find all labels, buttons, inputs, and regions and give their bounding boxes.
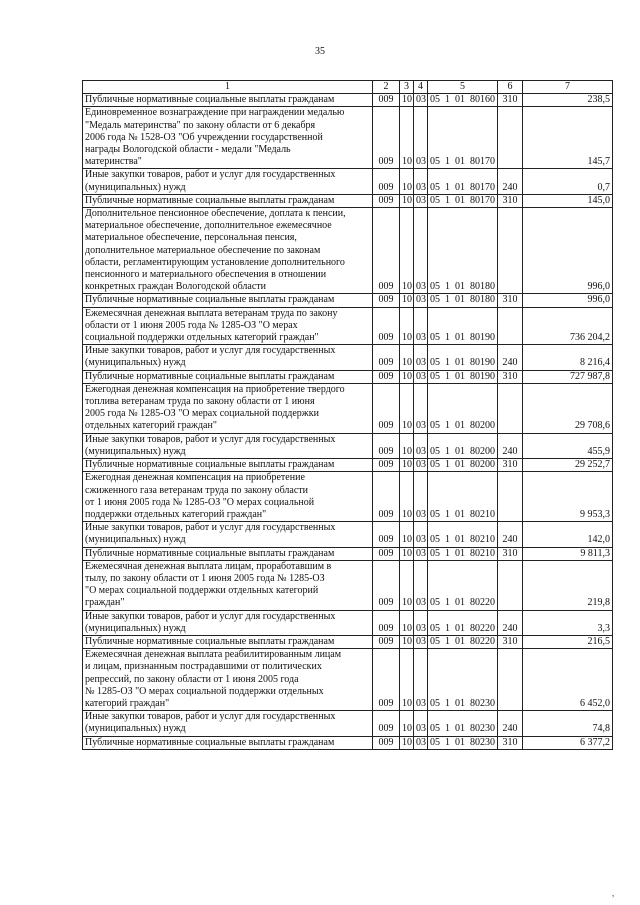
subsection-code: 03 <box>414 94 428 107</box>
expense-type-code: 240 <box>498 433 523 458</box>
description-line: (муниципальных) нужд <box>85 445 186 457</box>
row-description <box>83 208 373 294</box>
subsection-code: 03 <box>414 107 428 169</box>
subsection-code: 03 <box>414 547 428 560</box>
target-item-code: 05 1 01 80190 <box>428 370 498 383</box>
description-line: Публичные нормативные социальные выплаты гражданам <box>85 370 335 382</box>
table-row <box>83 94 613 107</box>
description-line: Публичные нормативные социальные выплаты гражданам <box>85 294 335 306</box>
expense-type-code <box>498 649 523 711</box>
table-row <box>83 635 613 648</box>
row-description <box>83 94 373 107</box>
table-row <box>83 208 613 294</box>
description-line: и лицам, признанным пострадавшими от политических <box>85 661 322 673</box>
header-col-5: 5 <box>428 81 498 94</box>
expense-type-code <box>498 208 523 294</box>
target-item-code: 05 1 01 80170 <box>428 169 498 194</box>
row-description <box>83 345 373 370</box>
ministry-code: 009 <box>373 383 400 433</box>
target-item-code: 05 1 01 80210 <box>428 472 498 522</box>
subsection-code: 03 <box>414 560 428 610</box>
section-code: 10 <box>400 635 414 648</box>
subsection-code: 03 <box>414 649 428 711</box>
description-line: 2006 года № 1528-ОЗ "Об учреждении государственной <box>85 131 323 143</box>
ministry-code: 009 <box>373 107 400 169</box>
description-line: Публичные нормативные социальные выплаты гражданам <box>85 194 335 206</box>
subsection-code: 03 <box>414 307 428 345</box>
description-line: Публичные нормативные социальные выплаты гражданам <box>85 547 335 559</box>
section-code: 10 <box>400 522 414 547</box>
target-item-code: 05 1 01 80220 <box>428 560 498 610</box>
section-code: 10 <box>400 107 414 169</box>
target-item-code: 05 1 01 80210 <box>428 522 498 547</box>
expense-type-code: 310 <box>498 459 523 472</box>
amount: 74,8 <box>523 711 613 736</box>
description-line: граждан" <box>85 597 125 609</box>
target-item-code: 05 1 01 80200 <box>428 433 498 458</box>
table-row <box>83 345 613 370</box>
description-line: топлива ветеранам труда по закону области от 1 июня <box>85 396 315 408</box>
row-description <box>83 610 373 635</box>
expense-type-code <box>498 307 523 345</box>
section-code: 10 <box>400 383 414 433</box>
table-row <box>83 472 613 522</box>
amount: 145,0 <box>523 194 613 207</box>
description-line: 2005 года № 1285-ОЗ "О мерах социальной поддержки <box>85 408 319 420</box>
description-line: (муниципальных) нужд <box>85 357 186 369</box>
section-code: 10 <box>400 94 414 107</box>
section-code: 10 <box>400 711 414 736</box>
row-description <box>83 522 373 547</box>
header-col-6: 6 <box>498 81 523 94</box>
description-line: Единовременное вознаграждение при награждении медалью <box>85 107 345 119</box>
expense-type-code <box>498 107 523 169</box>
target-item-code: 05 1 01 80230 <box>428 649 498 711</box>
amount: 9 811,3 <box>523 547 613 560</box>
table-row <box>83 107 613 169</box>
description-line: социальной поддержки отдельных категорий граждан" <box>85 332 319 344</box>
target-item-code: 05 1 01 80220 <box>428 610 498 635</box>
table-row <box>83 383 613 433</box>
subsection-code: 03 <box>414 736 428 749</box>
budget-table <box>82 80 613 750</box>
ministry-code: 009 <box>373 194 400 207</box>
amount: 29 252,7 <box>523 459 613 472</box>
ministry-code: 009 <box>373 610 400 635</box>
expense-type-code: 310 <box>498 94 523 107</box>
description-line: конкретных граждан Вологодской области <box>85 281 267 293</box>
amount: 145,7 <box>523 107 613 169</box>
target-item-code: 05 1 01 80170 <box>428 194 498 207</box>
section-code: 10 <box>400 547 414 560</box>
amount: 455,9 <box>523 433 613 458</box>
section-code: 10 <box>400 294 414 307</box>
row-description <box>83 736 373 749</box>
row-description <box>83 294 373 307</box>
ministry-code: 009 <box>373 208 400 294</box>
expense-type-code: 240 <box>498 610 523 635</box>
ministry-code: 009 <box>373 560 400 610</box>
description-line: отдельных категорий граждан" <box>85 420 217 432</box>
header-col-7: 7 <box>523 81 613 94</box>
edge-mark: , <box>612 888 615 898</box>
header-col-1: 1 <box>83 81 373 94</box>
description-line: от 1 июня 2005 года № 1285-ОЗ "О мерах социальной <box>85 496 315 508</box>
subsection-code: 03 <box>414 610 428 635</box>
expense-type-code: 310 <box>498 294 523 307</box>
amount: 29 708,6 <box>523 383 613 433</box>
target-item-code: 05 1 01 80210 <box>428 547 498 560</box>
amount: 6 377,2 <box>523 736 613 749</box>
row-description <box>83 433 373 458</box>
target-item-code: 05 1 01 80190 <box>428 345 498 370</box>
expense-type-code: 310 <box>498 736 523 749</box>
description-line: пенсионного и материального обеспечения в отношении <box>85 269 327 281</box>
ministry-code: 009 <box>373 459 400 472</box>
target-item-code: 05 1 01 80190 <box>428 307 498 345</box>
header-col-2: 2 <box>373 81 400 94</box>
description-line: материальное обеспечение, дополнительное ежемесячное <box>85 220 332 232</box>
ministry-code: 009 <box>373 94 400 107</box>
description-line: области, регламентирующим установление дополнительного <box>85 256 345 268</box>
row-description <box>83 459 373 472</box>
description-line: "О мерах социальной поддержки отдельных категорий <box>85 585 319 597</box>
subsection-code: 03 <box>414 383 428 433</box>
description-line: сжиженного газа ветеранам труда по закону области <box>85 484 308 496</box>
description-line: Иные закупки товаров, работ и услуг для государственных <box>85 345 336 357</box>
description-line: Иные закупки товаров, работ и услуг для государственных <box>85 610 336 622</box>
description-line: категорий граждан" <box>85 697 170 709</box>
description-line: Ежемесячная денежная выплата ветеранам труда по закону <box>85 307 338 319</box>
row-description <box>83 560 373 610</box>
amount: 3,3 <box>523 610 613 635</box>
row-description <box>83 383 373 433</box>
table-row <box>83 370 613 383</box>
description-line: дополнительное материальное обеспечение по законам <box>85 244 321 256</box>
subsection-code: 03 <box>414 194 428 207</box>
description-line: поддержки отдельных категорий граждан" <box>85 508 267 520</box>
expense-type-code: 240 <box>498 345 523 370</box>
section-code: 10 <box>400 208 414 294</box>
description-line: Иные закупки товаров, работ и услуг для государственных <box>85 522 336 534</box>
description-line: Публичные нормативные социальные выплаты гражданам <box>85 94 335 106</box>
table-row <box>83 307 613 345</box>
ministry-code: 009 <box>373 522 400 547</box>
description-line: Публичные нормативные социальные выплаты гражданам <box>85 736 335 748</box>
amount: 219,8 <box>523 560 613 610</box>
expense-type-code: 310 <box>498 370 523 383</box>
row-description <box>83 194 373 207</box>
description-line: репрессий, по закону области от 1 июня 2005 года <box>85 673 299 685</box>
description-line: Публичные нормативные социальные выплаты гражданам <box>85 635 335 647</box>
row-description <box>83 169 373 194</box>
ministry-code: 009 <box>373 345 400 370</box>
header-col-4: 4 <box>414 81 428 94</box>
target-item-code: 05 1 01 80220 <box>428 635 498 648</box>
description-line: материнства" <box>85 156 142 168</box>
ministry-code: 009 <box>373 294 400 307</box>
description-line: (муниципальных) нужд <box>85 534 186 546</box>
section-code: 10 <box>400 370 414 383</box>
target-item-code: 05 1 01 80230 <box>428 711 498 736</box>
ministry-code: 009 <box>373 547 400 560</box>
table-row <box>83 433 613 458</box>
target-item-code: 05 1 01 80160 <box>428 94 498 107</box>
amount: 8 216,4 <box>523 345 613 370</box>
description-line: Иные закупки товаров, работ и услуг для государственных <box>85 169 336 181</box>
subsection-code: 03 <box>414 345 428 370</box>
row-description <box>83 635 373 648</box>
ministry-code: 009 <box>373 169 400 194</box>
target-item-code: 05 1 01 80230 <box>428 736 498 749</box>
amount: 996,0 <box>523 208 613 294</box>
table-row <box>83 294 613 307</box>
ministry-code: 009 <box>373 635 400 648</box>
ministry-code: 009 <box>373 472 400 522</box>
target-item-code: 05 1 01 80200 <box>428 383 498 433</box>
section-code: 10 <box>400 736 414 749</box>
section-code: 10 <box>400 560 414 610</box>
table-row <box>83 547 613 560</box>
description-line: Дополнительное пенсионное обеспечение, доплата к пенсии, <box>85 208 346 220</box>
description-line: Ежегодная денежная компенсация на приобретение <box>85 472 305 484</box>
header-col-3: 3 <box>400 81 414 94</box>
table-row <box>83 459 613 472</box>
table-row <box>83 649 613 711</box>
subsection-code: 03 <box>414 472 428 522</box>
description-line: области от 1 июня 2005 года № 1285-ОЗ "О мерах <box>85 319 298 331</box>
row-description <box>83 547 373 560</box>
section-code: 10 <box>400 194 414 207</box>
amount: 9 953,3 <box>523 472 613 522</box>
target-item-code: 05 1 01 80180 <box>428 294 498 307</box>
description-line: Иные закупки товаров, работ и услуг для государственных <box>85 711 336 723</box>
table-row <box>83 194 613 207</box>
amount: 996,0 <box>523 294 613 307</box>
expense-type-code: 240 <box>498 169 523 194</box>
section-code: 10 <box>400 472 414 522</box>
section-code: 10 <box>400 649 414 711</box>
page-number: 35 <box>315 46 325 57</box>
expense-type-code <box>498 472 523 522</box>
amount: 727 987,8 <box>523 370 613 383</box>
expense-type-code: 240 <box>498 522 523 547</box>
description-line: награды Вологодской области - медали "Медаль <box>85 144 291 156</box>
amount: 216,5 <box>523 635 613 648</box>
subsection-code: 03 <box>414 433 428 458</box>
amount: 736 204,2 <box>523 307 613 345</box>
expense-type-code: 240 <box>498 711 523 736</box>
description-line: Иные закупки товаров, работ и услуг для государственных <box>85 433 336 445</box>
expense-type-code: 310 <box>498 635 523 648</box>
target-item-code: 05 1 01 80170 <box>428 107 498 169</box>
ministry-code: 009 <box>373 736 400 749</box>
row-description <box>83 711 373 736</box>
ministry-code: 009 <box>373 370 400 383</box>
description-line: Публичные нормативные социальные выплаты гражданам <box>85 459 335 471</box>
description-line: материальное обеспечение, персональная пенсия, <box>85 232 297 244</box>
subsection-code: 03 <box>414 169 428 194</box>
expense-type-code <box>498 383 523 433</box>
target-item-code: 05 1 01 80200 <box>428 459 498 472</box>
subsection-code: 03 <box>414 711 428 736</box>
subsection-code: 03 <box>414 522 428 547</box>
section-code: 10 <box>400 459 414 472</box>
description-line: (муниципальных) нужд <box>85 181 186 193</box>
table-body <box>83 94 613 750</box>
table-row <box>83 711 613 736</box>
section-code: 10 <box>400 610 414 635</box>
table-row <box>83 560 613 610</box>
expense-type-code: 310 <box>498 547 523 560</box>
description-line: Ежемесячная денежная выплата реабилитированным лицам <box>85 649 342 661</box>
ministry-code: 009 <box>373 433 400 458</box>
expense-type-code <box>498 560 523 610</box>
target-item-code: 05 1 01 80180 <box>428 208 498 294</box>
ministry-code: 009 <box>373 307 400 345</box>
description-line: № 1285-ОЗ "О мерах социальной поддержки отдельных <box>85 685 324 697</box>
row-description <box>83 649 373 711</box>
table-row <box>83 522 613 547</box>
subsection-code: 03 <box>414 208 428 294</box>
description-line: тылу, по закону области от 1 июня 2005 года № 1285-ОЗ <box>85 572 325 584</box>
subsection-code: 03 <box>414 294 428 307</box>
table-row <box>83 169 613 194</box>
amount: 6 452,0 <box>523 649 613 711</box>
section-code: 10 <box>400 433 414 458</box>
section-code: 10 <box>400 345 414 370</box>
subsection-code: 03 <box>414 459 428 472</box>
amount: 238,5 <box>523 94 613 107</box>
row-description <box>83 307 373 345</box>
ministry-code: 009 <box>373 649 400 711</box>
row-description <box>83 370 373 383</box>
expense-type-code: 310 <box>498 194 523 207</box>
description-line: (муниципальных) нужд <box>85 622 186 634</box>
section-code: 10 <box>400 169 414 194</box>
table-header-row <box>83 81 613 94</box>
amount: 0,7 <box>523 169 613 194</box>
section-code: 10 <box>400 307 414 345</box>
row-description <box>83 107 373 169</box>
subsection-code: 03 <box>414 635 428 648</box>
description-line: Ежемесячная денежная выплата лицам, проработавшим в <box>85 560 332 572</box>
description-line: Ежегодная денежная компенсация на приобретение твердого <box>85 383 345 395</box>
table-row <box>83 736 613 749</box>
description-line: (муниципальных) нужд <box>85 723 186 735</box>
ministry-code: 009 <box>373 711 400 736</box>
subsection-code: 03 <box>414 370 428 383</box>
row-description <box>83 472 373 522</box>
table-row <box>83 610 613 635</box>
description-line: "Медаль материнства" по закону области от 6 декабря <box>85 119 316 131</box>
amount: 142,0 <box>523 522 613 547</box>
